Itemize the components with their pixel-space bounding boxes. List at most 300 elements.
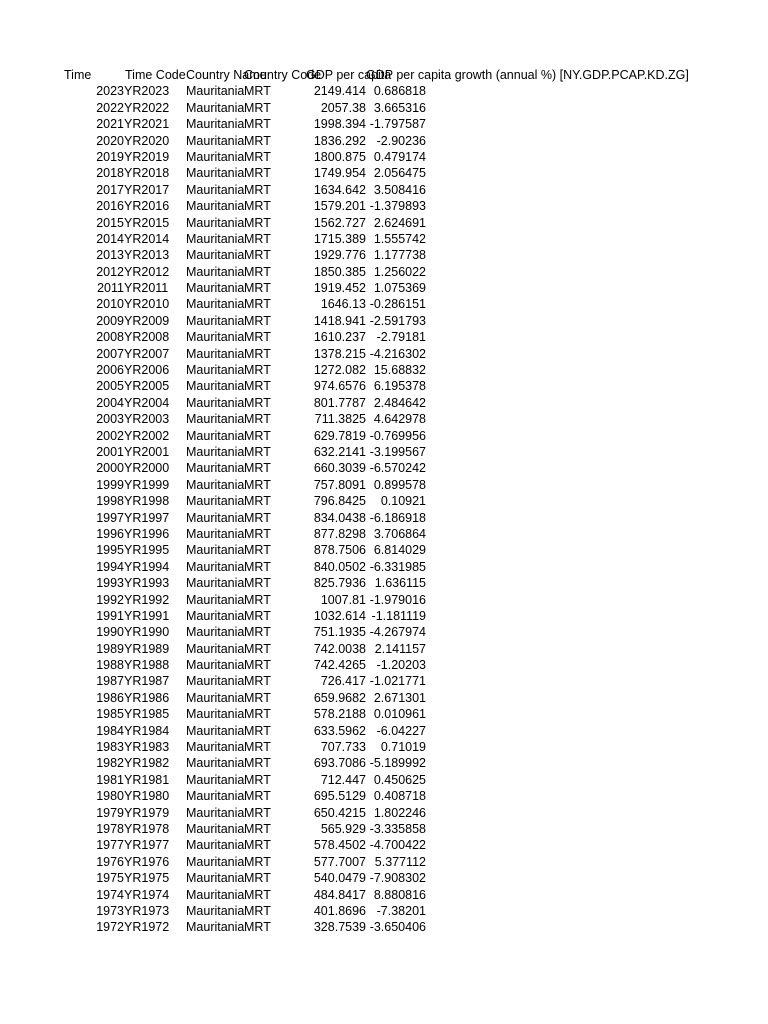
cell-country-name[interactable]: Mauritania (186, 444, 245, 459)
cell-gdp-per-capita[interactable]: 540.0479 (313, 871, 366, 886)
cell-time[interactable]: 1976 (96, 854, 124, 869)
cell-country-name[interactable]: Mauritania (186, 592, 245, 607)
cell-time[interactable]: 1983 (96, 740, 124, 755)
cell-gdp-growth[interactable]: -7.38201 (376, 903, 426, 918)
cell-country-code[interactable]: MRT (244, 363, 271, 378)
cell-time[interactable]: 1995 (96, 543, 124, 558)
cell-country-code[interactable]: MRT (244, 477, 271, 492)
cell-gdp-growth[interactable]: 6.195378 (373, 379, 426, 394)
cell-time[interactable]: 2010 (96, 297, 124, 312)
cell-gdp-per-capita[interactable]: 825.7936 (313, 576, 366, 591)
cell-country-name[interactable]: Mauritania (186, 854, 245, 869)
cell-country-code[interactable]: MRT (244, 117, 271, 132)
cell-gdp-per-capita[interactable]: 1919.452 (313, 281, 366, 296)
cell-time[interactable]: 2019 (96, 149, 124, 164)
cell-gdp-growth[interactable]: -3.335858 (369, 821, 426, 836)
cell-country-name[interactable]: Mauritania (186, 379, 245, 394)
cell-country-code[interactable]: MRT (244, 346, 271, 361)
cell-time-code[interactable]: YR1990 (124, 625, 170, 640)
cell-gdp-per-capita[interactable]: 632.2141 (313, 444, 366, 459)
cell-gdp-per-capita[interactable]: 1610.237 (313, 330, 366, 345)
cell-time[interactable]: 1973 (96, 903, 124, 918)
cell-country-name[interactable]: Mauritania (186, 395, 245, 410)
cell-gdp-per-capita[interactable]: 633.5962 (313, 723, 366, 738)
cell-gdp-growth[interactable]: -0.286151 (369, 297, 426, 312)
cell-country-code[interactable]: MRT (244, 199, 271, 214)
cell-country-name[interactable]: Mauritania (186, 346, 245, 361)
cell-time[interactable]: 2003 (96, 412, 124, 427)
cell-time[interactable]: 1980 (96, 789, 124, 804)
cell-country-name[interactable]: Mauritania (186, 821, 245, 836)
cell-gdp-growth[interactable]: 2.056475 (373, 166, 426, 181)
cell-gdp-per-capita[interactable]: 878.7506 (313, 543, 366, 558)
cell-country-name[interactable]: Mauritania (186, 477, 245, 492)
header-country-code[interactable]: Country Code (244, 68, 322, 82)
cell-country-name[interactable]: Mauritania (186, 805, 245, 820)
cell-gdp-growth[interactable]: -2.79181 (376, 330, 426, 345)
cell-country-name[interactable]: Mauritania (186, 789, 245, 804)
cell-gdp-growth[interactable]: -1.379893 (369, 199, 426, 214)
cell-time[interactable]: 2000 (96, 461, 124, 476)
cell-time-code[interactable]: YR2013 (124, 248, 170, 263)
cell-country-code[interactable]: MRT (244, 330, 271, 345)
cell-country-code[interactable]: MRT (244, 182, 271, 197)
cell-time-code[interactable]: YR1980 (124, 789, 170, 804)
cell-time[interactable]: 1998 (96, 494, 124, 509)
cell-time[interactable]: 1977 (96, 838, 124, 853)
cell-time[interactable]: 1975 (96, 871, 124, 886)
cell-time-code[interactable]: YR2008 (124, 330, 170, 345)
cell-time[interactable]: 1994 (96, 559, 124, 574)
cell-gdp-growth[interactable]: -1.181119 (371, 608, 426, 623)
cell-gdp-growth[interactable]: -4.267974 (369, 625, 426, 640)
cell-time-code[interactable]: YR2004 (124, 395, 170, 410)
cell-country-code[interactable]: MRT (244, 510, 271, 525)
cell-time[interactable]: 2013 (96, 248, 124, 263)
cell-gdp-growth[interactable]: -3.650406 (369, 920, 426, 935)
cell-time[interactable]: 1989 (96, 641, 124, 656)
cell-time-code[interactable]: YR1978 (124, 821, 170, 836)
cell-time[interactable]: 2021 (96, 117, 124, 132)
cell-time-code[interactable]: YR2021 (124, 117, 170, 132)
cell-country-name[interactable]: Mauritania (186, 494, 245, 509)
cell-country-code[interactable]: MRT (244, 740, 271, 755)
cell-country-name[interactable]: Mauritania (186, 723, 245, 738)
cell-country-code[interactable]: MRT (244, 313, 271, 328)
cell-gdp-growth[interactable]: -6.04227 (376, 723, 426, 738)
cell-gdp-growth[interactable]: 2.141157 (374, 641, 426, 656)
cell-gdp-per-capita[interactable]: 578.2188 (313, 707, 366, 722)
cell-country-code[interactable]: MRT (244, 248, 271, 263)
cell-time-code[interactable]: YR1981 (124, 772, 170, 787)
header-gdp-per-capita[interactable]: GDP per capita (306, 68, 392, 82)
cell-time-code[interactable]: YR2017 (124, 182, 170, 197)
cell-country-name[interactable]: Mauritania (186, 608, 245, 623)
cell-country-code[interactable]: MRT (244, 297, 271, 312)
cell-gdp-per-capita[interactable]: 1800.875 (313, 149, 366, 164)
cell-country-name[interactable]: Mauritania (186, 510, 245, 525)
cell-country-code[interactable]: MRT (244, 592, 271, 607)
cell-gdp-growth[interactable]: -1.797587 (369, 117, 426, 132)
cell-gdp-growth[interactable]: 1.555742 (373, 231, 426, 246)
cell-country-name[interactable]: Mauritania (186, 887, 245, 902)
cell-country-code[interactable]: MRT (244, 166, 271, 181)
cell-gdp-per-capita[interactable]: 565.929 (320, 821, 366, 836)
cell-country-code[interactable]: MRT (244, 412, 271, 427)
cell-gdp-per-capita[interactable]: 659.9682 (313, 690, 366, 705)
cell-gdp-growth[interactable]: 1.256022 (373, 264, 426, 279)
cell-time-code[interactable]: YR1994 (124, 559, 170, 574)
cell-country-name[interactable]: Mauritania (186, 674, 245, 689)
cell-time-code[interactable]: YR2019 (124, 149, 170, 164)
cell-time[interactable]: 2020 (96, 133, 124, 148)
cell-time[interactable]: 1974 (96, 887, 124, 902)
cell-gdp-growth[interactable]: 0.408718 (373, 789, 426, 804)
cell-time[interactable]: 1984 (96, 723, 124, 738)
cell-country-name[interactable]: Mauritania (186, 740, 245, 755)
cell-gdp-growth[interactable]: 6.814029 (373, 543, 426, 558)
cell-time-code[interactable]: YR2022 (124, 100, 170, 115)
cell-gdp-per-capita[interactable]: 2057.38 (320, 100, 366, 115)
cell-gdp-growth[interactable]: 0.010961 (373, 707, 426, 722)
cell-time-code[interactable]: YR2012 (124, 264, 170, 279)
cell-gdp-growth[interactable]: 0.10921 (380, 494, 426, 509)
cell-country-code[interactable]: MRT (244, 789, 271, 804)
cell-gdp-growth[interactable]: 1.636115 (374, 576, 426, 591)
cell-time[interactable]: 1996 (96, 526, 124, 541)
cell-time[interactable]: 2002 (96, 428, 124, 443)
cell-time[interactable]: 2016 (96, 199, 124, 214)
cell-time-code[interactable]: YR2002 (124, 428, 170, 443)
cell-country-name[interactable]: Mauritania (186, 100, 245, 115)
cell-time[interactable]: 1988 (96, 658, 124, 673)
cell-gdp-growth[interactable]: 2.484642 (373, 395, 426, 410)
cell-country-name[interactable]: Mauritania (186, 576, 245, 591)
cell-time-code[interactable]: YR1993 (124, 576, 170, 591)
cell-time-code[interactable]: YR1972 (124, 920, 170, 935)
cell-time[interactable]: 1981 (96, 772, 124, 787)
cell-country-code[interactable]: MRT (244, 281, 271, 296)
cell-time-code[interactable]: YR1996 (124, 526, 170, 541)
cell-gdp-growth[interactable]: -3.199567 (369, 444, 426, 459)
cell-gdp-per-capita[interactable]: 751.1935 (313, 625, 366, 640)
cell-gdp-per-capita[interactable]: 1646.13 (320, 297, 366, 312)
cell-gdp-per-capita[interactable]: 1007.81 (320, 592, 366, 607)
cell-country-name[interactable]: Mauritania (186, 461, 245, 476)
cell-time-code[interactable]: YR1974 (124, 887, 170, 902)
cell-gdp-growth[interactable]: -1.021771 (369, 674, 426, 689)
cell-country-name[interactable]: Mauritania (186, 117, 245, 132)
cell-gdp-per-capita[interactable]: 742.0038 (313, 641, 366, 656)
cell-time-code[interactable]: YR2015 (124, 215, 170, 230)
cell-time[interactable]: 1985 (96, 707, 124, 722)
cell-country-code[interactable]: MRT (244, 625, 271, 640)
cell-time-code[interactable]: YR1986 (124, 690, 170, 705)
cell-gdp-per-capita[interactable]: 1378.215 (313, 346, 366, 361)
cell-country-name[interactable]: Mauritania (186, 248, 245, 263)
cell-country-code[interactable]: MRT (244, 231, 271, 246)
cell-country-code[interactable]: MRT (244, 723, 271, 738)
cell-country-code[interactable]: MRT (244, 215, 271, 230)
cell-country-name[interactable]: Mauritania (186, 215, 245, 230)
cell-time-code[interactable]: YR1998 (124, 494, 170, 509)
cell-country-code[interactable]: MRT (244, 84, 271, 99)
cell-country-code[interactable]: MRT (244, 461, 271, 476)
cell-time-code[interactable]: YR1984 (124, 723, 170, 738)
cell-country-name[interactable]: Mauritania (186, 166, 245, 181)
cell-gdp-growth[interactable]: 1.075369 (373, 281, 426, 296)
cell-country-name[interactable]: Mauritania (186, 313, 245, 328)
header-time[interactable]: Time (64, 68, 92, 82)
cell-time[interactable]: 1979 (96, 805, 124, 820)
cell-country-name[interactable]: Mauritania (186, 133, 245, 148)
cell-country-name[interactable]: Mauritania (186, 772, 245, 787)
cell-time[interactable]: 2017 (96, 182, 124, 197)
cell-country-code[interactable]: MRT (244, 133, 271, 148)
cell-gdp-growth[interactable]: 8.880816 (373, 887, 426, 902)
cell-country-name[interactable]: Mauritania (186, 641, 245, 656)
cell-gdp-per-capita[interactable]: 707.733 (320, 740, 366, 755)
cell-time[interactable]: 2007 (96, 346, 124, 361)
cell-time[interactable]: 2006 (96, 363, 124, 378)
cell-country-code[interactable]: MRT (244, 100, 271, 115)
cell-time-code[interactable]: YR2001 (124, 444, 170, 459)
cell-gdp-per-capita[interactable]: 401.8696 (313, 903, 366, 918)
cell-country-name[interactable]: Mauritania (186, 526, 245, 541)
cell-time[interactable]: 1972 (96, 920, 124, 935)
cell-country-name[interactable]: Mauritania (186, 690, 245, 705)
cell-country-name[interactable]: Mauritania (186, 625, 245, 640)
cell-country-code[interactable]: MRT (244, 854, 271, 869)
cell-time-code[interactable]: YR2003 (124, 412, 170, 427)
cell-gdp-growth[interactable]: 1.177738 (373, 248, 426, 263)
cell-time-code[interactable]: YR2007 (124, 346, 170, 361)
cell-gdp-growth[interactable]: 3.706864 (373, 526, 426, 541)
cell-gdp-per-capita[interactable]: 1272.082 (313, 363, 366, 378)
cell-country-code[interactable]: MRT (244, 608, 271, 623)
header-time-code[interactable]: Time Code (125, 68, 186, 82)
cell-gdp-growth[interactable]: -5.189992 (369, 756, 426, 771)
cell-country-name[interactable]: Mauritania (186, 871, 245, 886)
cell-country-name[interactable]: Mauritania (186, 920, 245, 935)
cell-country-name[interactable]: Mauritania (186, 838, 245, 853)
cell-gdp-growth[interactable]: -0.769956 (369, 428, 426, 443)
cell-gdp-per-capita[interactable]: 711.3825 (314, 412, 366, 427)
cell-gdp-per-capita[interactable]: 1715.389 (313, 231, 366, 246)
cell-gdp-growth[interactable]: 0.686818 (373, 84, 426, 99)
cell-gdp-per-capita[interactable]: 877.8298 (313, 526, 366, 541)
cell-time[interactable]: 1986 (96, 690, 124, 705)
cell-gdp-growth[interactable]: 2.671301 (373, 690, 426, 705)
cell-time[interactable]: 2009 (96, 313, 124, 328)
cell-country-name[interactable]: Mauritania (186, 559, 245, 574)
cell-country-code[interactable]: MRT (244, 887, 271, 902)
cell-country-name[interactable]: Mauritania (186, 297, 245, 312)
cell-country-code[interactable]: MRT (244, 149, 271, 164)
cell-time-code[interactable]: YR1983 (124, 740, 170, 755)
cell-gdp-per-capita[interactable]: 712.447 (320, 772, 366, 787)
cell-gdp-per-capita[interactable]: 1418.941 (313, 313, 366, 328)
cell-country-code[interactable]: MRT (244, 395, 271, 410)
cell-time-code[interactable]: YR1992 (124, 592, 170, 607)
cell-gdp-per-capita[interactable]: 1850.385 (313, 264, 366, 279)
cell-country-code[interactable]: MRT (244, 756, 271, 771)
cell-gdp-per-capita[interactable]: 1562.727 (313, 215, 366, 230)
cell-gdp-growth[interactable]: -1.979016 (369, 592, 426, 607)
cell-country-code[interactable]: MRT (244, 379, 271, 394)
header-gdp-growth[interactable]: GDP per capita growth (annual %) [NY.GDP.PCAP.KD.ZG] (366, 68, 689, 82)
cell-time[interactable]: 1992 (96, 592, 124, 607)
cell-time-code[interactable]: YR1985 (124, 707, 170, 722)
cell-gdp-growth[interactable]: -2.90236 (376, 133, 426, 148)
cell-time-code[interactable]: YR2005 (124, 379, 170, 394)
cell-country-name[interactable]: Mauritania (186, 330, 245, 345)
cell-country-code[interactable]: MRT (244, 805, 271, 820)
cell-time[interactable]: 2014 (96, 231, 124, 246)
cell-time-code[interactable]: YR1977 (124, 838, 170, 853)
cell-time-code[interactable]: YR2006 (124, 363, 170, 378)
cell-time-code[interactable]: YR2010 (124, 297, 170, 312)
cell-gdp-per-capita[interactable]: 629.7819 (313, 428, 366, 443)
cell-time[interactable]: 1990 (96, 625, 124, 640)
cell-gdp-growth[interactable]: -1.20203 (376, 658, 426, 673)
cell-gdp-growth[interactable]: -6.570242 (369, 461, 426, 476)
cell-gdp-growth[interactable]: -2.591793 (369, 313, 426, 328)
cell-time-code[interactable]: YR1999 (124, 477, 170, 492)
cell-gdp-per-capita[interactable]: 1836.292 (313, 133, 366, 148)
cell-time-code[interactable]: YR2018 (124, 166, 170, 181)
cell-gdp-per-capita[interactable]: 834.0438 (313, 510, 366, 525)
cell-gdp-growth[interactable]: 5.377112 (374, 854, 426, 869)
cell-time[interactable]: 2005 (96, 379, 124, 394)
cell-time[interactable]: 2004 (96, 395, 124, 410)
cell-gdp-growth[interactable]: -6.186918 (369, 510, 426, 525)
cell-time-code[interactable]: YR2011 (124, 281, 169, 296)
cell-gdp-growth[interactable]: 4.642978 (373, 412, 426, 427)
cell-time-code[interactable]: YR1979 (124, 805, 170, 820)
cell-gdp-per-capita[interactable]: 742.4265 (313, 658, 366, 673)
cell-country-code[interactable]: MRT (244, 920, 271, 935)
cell-time-code[interactable]: YR2014 (124, 231, 170, 246)
cell-country-name[interactable]: Mauritania (186, 264, 245, 279)
cell-gdp-per-capita[interactable]: 796.8425 (313, 494, 366, 509)
cell-country-name[interactable]: Mauritania (186, 363, 245, 378)
cell-country-name[interactable]: Mauritania (186, 231, 245, 246)
cell-time[interactable]: 1982 (96, 756, 124, 771)
cell-gdp-per-capita[interactable]: 1998.394 (313, 117, 366, 132)
cell-country-name[interactable]: Mauritania (186, 281, 245, 296)
cell-country-code[interactable]: MRT (244, 871, 271, 886)
cell-time-code[interactable]: YR1975 (124, 871, 170, 886)
cell-time-code[interactable]: YR2016 (124, 199, 170, 214)
cell-time[interactable]: 2022 (96, 100, 124, 115)
cell-time[interactable]: 1997 (96, 510, 124, 525)
cell-country-name[interactable]: Mauritania (186, 543, 245, 558)
cell-gdp-per-capita[interactable]: 1749.954 (313, 166, 366, 181)
cell-time-code[interactable]: YR1976 (124, 854, 170, 869)
cell-country-code[interactable]: MRT (244, 674, 271, 689)
cell-country-code[interactable]: MRT (244, 428, 271, 443)
cell-gdp-per-capita[interactable]: 695.5129 (313, 789, 366, 804)
cell-time[interactable]: 2008 (96, 330, 124, 345)
cell-country-code[interactable]: MRT (244, 264, 271, 279)
cell-time[interactable]: 1993 (96, 576, 124, 591)
cell-time-code[interactable]: YR1988 (124, 658, 170, 673)
cell-country-name[interactable]: Mauritania (186, 756, 245, 771)
cell-gdp-growth[interactable]: 1.802246 (373, 805, 426, 820)
cell-country-name[interactable]: Mauritania (186, 149, 245, 164)
cell-time[interactable]: 1991 (96, 608, 124, 623)
cell-gdp-per-capita[interactable]: 693.7086 (313, 756, 366, 771)
cell-country-code[interactable]: MRT (244, 903, 271, 918)
cell-time[interactable]: 2011 (97, 281, 124, 296)
cell-gdp-growth[interactable]: 2.624691 (373, 215, 426, 230)
cell-country-code[interactable]: MRT (244, 821, 271, 836)
cell-gdp-per-capita[interactable]: 650.4215 (313, 805, 366, 820)
cell-gdp-per-capita[interactable]: 974.6576 (313, 379, 366, 394)
cell-country-code[interactable]: MRT (244, 641, 271, 656)
cell-country-code[interactable]: MRT (244, 658, 271, 673)
cell-country-code[interactable]: MRT (244, 576, 271, 591)
cell-country-code[interactable]: MRT (244, 772, 271, 787)
cell-gdp-growth[interactable]: 0.450625 (373, 772, 426, 787)
cell-time[interactable]: 2012 (96, 264, 124, 279)
cell-time-code[interactable]: YR1991 (124, 608, 170, 623)
cell-country-name[interactable]: Mauritania (186, 412, 245, 427)
cell-country-name[interactable]: Mauritania (186, 707, 245, 722)
cell-time[interactable]: 2001 (96, 444, 124, 459)
cell-country-code[interactable]: MRT (244, 707, 271, 722)
cell-time-code[interactable]: YR1989 (124, 641, 170, 656)
cell-country-code[interactable]: MRT (244, 494, 271, 509)
cell-gdp-growth[interactable]: -4.216302 (369, 346, 426, 361)
cell-gdp-growth[interactable]: -4.700422 (369, 838, 426, 853)
cell-time-code[interactable]: YR1982 (124, 756, 170, 771)
cell-country-code[interactable]: MRT (244, 559, 271, 574)
cell-gdp-growth[interactable]: 15.68832 (373, 363, 426, 378)
cell-country-name[interactable]: Mauritania (186, 658, 245, 673)
cell-gdp-per-capita[interactable]: 660.3039 (313, 461, 366, 476)
cell-time-code[interactable]: YR2020 (124, 133, 170, 148)
cell-gdp-per-capita[interactable]: 1929.776 (313, 248, 366, 263)
cell-country-name[interactable]: Mauritania (186, 182, 245, 197)
cell-gdp-per-capita[interactable]: 328.7539 (313, 920, 366, 935)
cell-time-code[interactable]: YR1995 (124, 543, 170, 558)
cell-country-code[interactable]: MRT (244, 526, 271, 541)
cell-gdp-per-capita[interactable]: 1634.642 (313, 182, 366, 197)
cell-country-code[interactable]: MRT (244, 838, 271, 853)
cell-time[interactable]: 2023 (96, 84, 124, 99)
cell-gdp-growth[interactable]: 0.479174 (373, 149, 426, 164)
cell-time-code[interactable]: YR2023 (124, 84, 170, 99)
cell-country-name[interactable]: Mauritania (186, 199, 245, 214)
cell-country-name[interactable]: Mauritania (186, 84, 245, 99)
cell-gdp-growth[interactable]: 3.665316 (373, 100, 426, 115)
cell-country-name[interactable]: Mauritania (186, 903, 245, 918)
cell-country-code[interactable]: MRT (244, 690, 271, 705)
cell-gdp-per-capita[interactable]: 2149.414 (313, 84, 366, 99)
cell-time[interactable]: 2018 (96, 166, 124, 181)
cell-time-code[interactable]: YR1987 (124, 674, 170, 689)
cell-time-code[interactable]: YR2000 (124, 461, 170, 476)
cell-time-code[interactable]: YR1997 (124, 510, 170, 525)
cell-gdp-per-capita[interactable]: 801.7787 (313, 395, 366, 410)
cell-gdp-growth[interactable]: 3.508416 (373, 182, 426, 197)
cell-country-code[interactable]: MRT (244, 444, 271, 459)
cell-time[interactable]: 1999 (96, 477, 124, 492)
cell-gdp-growth[interactable]: 0.899578 (373, 477, 426, 492)
cell-gdp-per-capita[interactable]: 1579.201 (313, 199, 366, 214)
